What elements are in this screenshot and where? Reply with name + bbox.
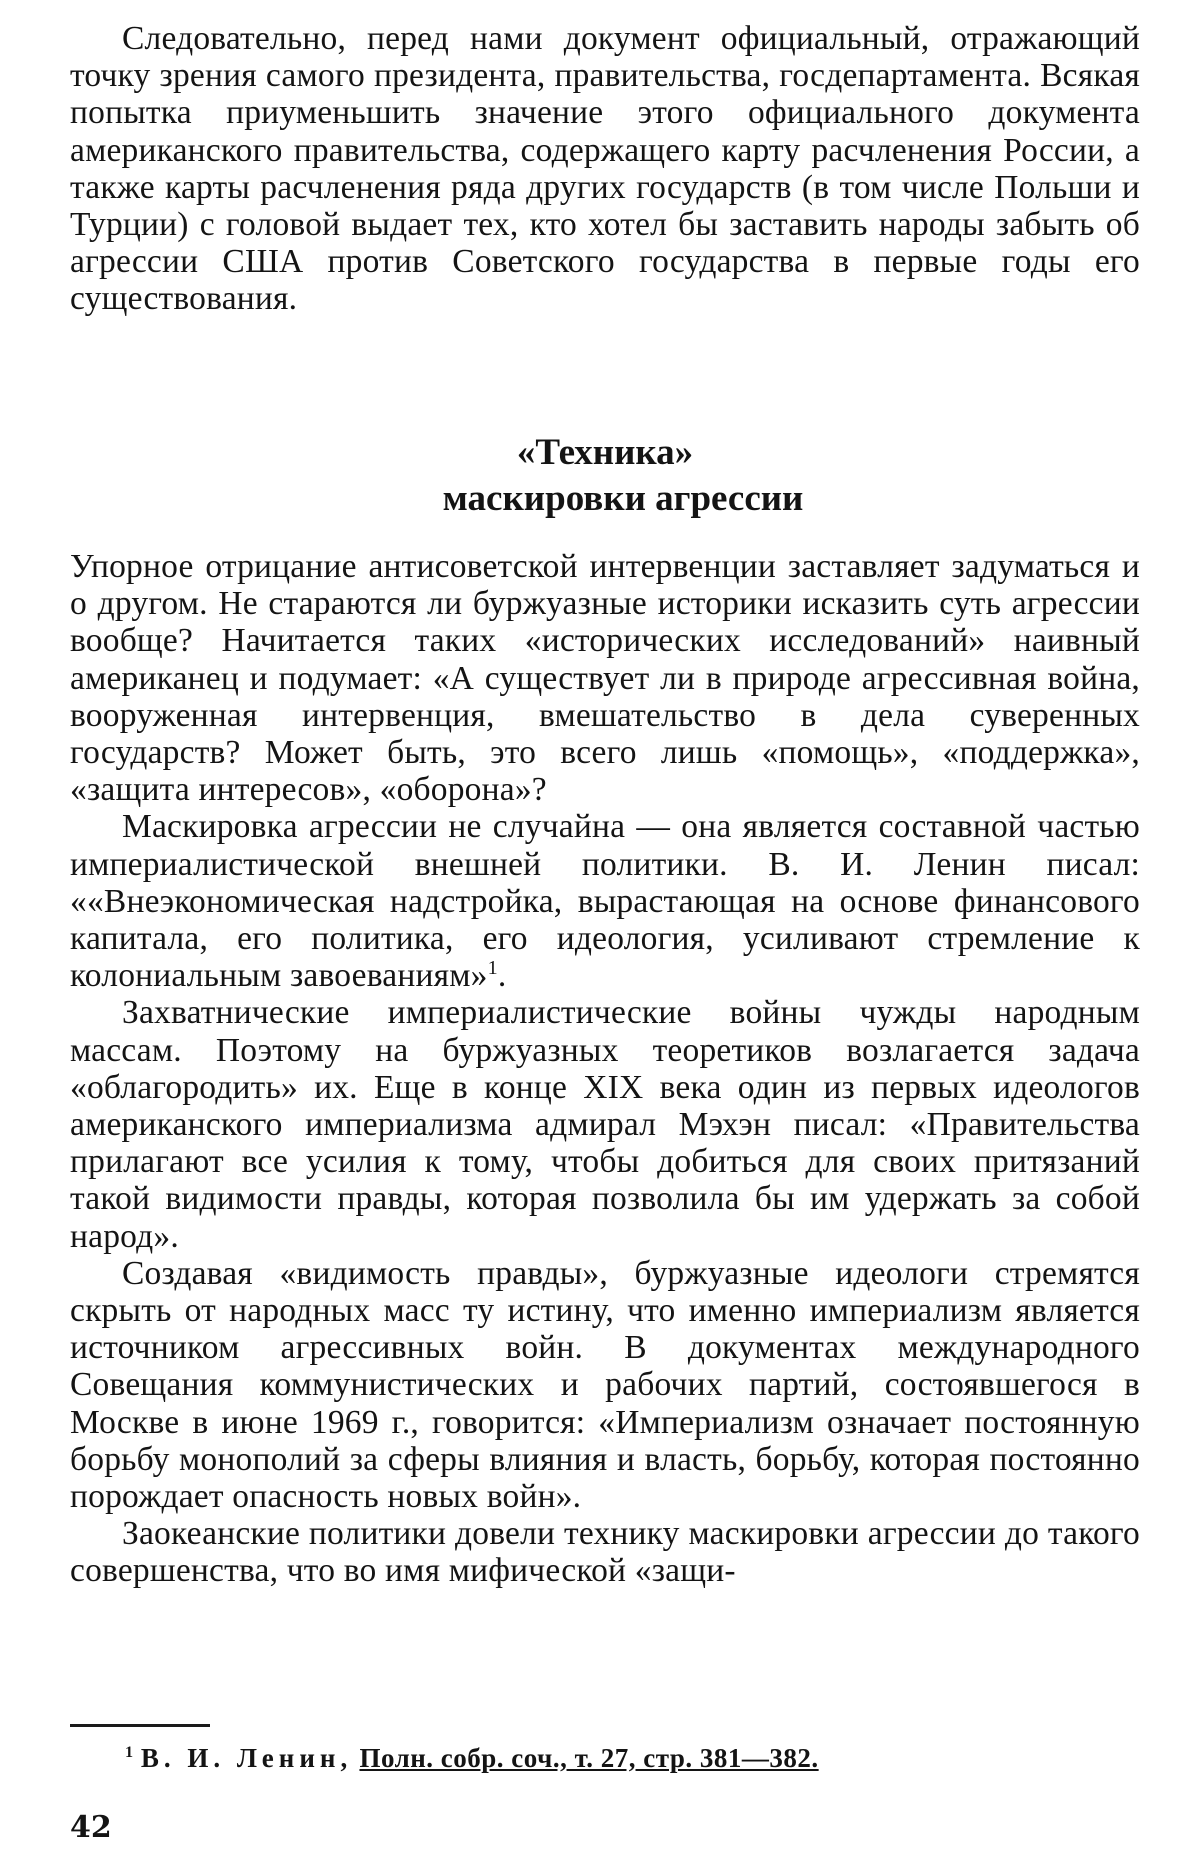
body-paragraph: Создавая «видимость правды», буржуазные идеологи стремятся скрыть от народных масс ту истину, что именно империализм является источником агрессивных войн. В документах международного Совещания коммунистических и рабочих партий, состоявшегося в Москве в июне 1969 г., говорится: «Империализм означает постоянную борьбу монополий за сферы влияния и власть, борьбу, которая постоянно порождает опасность новых войн». bbox=[70, 1254, 1140, 1516]
footnote-reference: 1 bbox=[487, 957, 498, 980]
top-paragraph-block bbox=[70, 20, 1140, 318]
main-text-block bbox=[70, 548, 1140, 1590]
section-heading-line2: маскировки агрессии bbox=[442, 478, 804, 519]
page-number: 42 bbox=[70, 1810, 112, 1845]
document-page bbox=[70, 20, 1140, 1850]
footnote-marker: 1 bbox=[125, 1743, 134, 1761]
footnote-author: В. И. Ленин, bbox=[140, 1743, 353, 1773]
body-paragraph: Захватнические империалистические войны чужды народным массам. Поэтому на буржуазных теоретиков возлагается задача «облагородить» их. Еще в конце XIX века один из первых идеологов американского империализма адмирал Мэхэн писал: «Правительства прилагают все усилия к тому, чтобы добиться для своих притязаний такой видимости правды, которая позволила бы им удержать за собой народ». bbox=[70, 994, 1140, 1255]
footnote-divider bbox=[70, 1724, 210, 1727]
paragraph-text: Маскировка агрессии не случайна — она является составной частью империалистической внешней политики. В. И. Ленин писал: ««Внеэкономическая надстройка, вырастающая на основе финансового капитала, его политика, его идеология, усиливают стремление к колониальным завоеваниям» bbox=[70, 808, 1140, 995]
body-paragraph: Заокеанские политики довели технику маскировки агрессии до такого совершенства, что во имя мифической «защи- bbox=[70, 1515, 1140, 1590]
body-paragraph: Следовательно, перед нами документ официальный, отражающий точку зрения самого президента, правительства, госдепартамента. Всякая попытка приуменьшить значение этого официального документа американского правительства, содержащего карту расчленения России, а также карты расчленения ряда других государств (в том числе Польши и Турции) с головой выдает тех, кто хотел бы заставить народы забыть об агрессии США против Советского государства в первые годы его существования. bbox=[70, 20, 1140, 318]
section-heading bbox=[70, 430, 1140, 522]
body-paragraph: Маскировка агрессии не случайна — она является составной частью империалистической внешней политики. В. И. Ленин писал: ««Внеэкономическая надстройка, вырастающая на основе финансового капитала, его политика, его идеология, усиливают стремление к колониальным завоеваниям»$^1$. bbox=[70, 808, 1140, 995]
footnote bbox=[125, 1742, 819, 1774]
footnote-source: Полн. собр. соч., т. 27, стр. 381—382. bbox=[359, 1743, 819, 1773]
section-heading-line1: «Техника» bbox=[516, 432, 694, 473]
body-paragraph: Упорное отрицание антисоветской интервенции заставляет задуматься и о другом. Не стараются ли буржуазные историки исказить суть агрессии вообще? Начитается таких «исторических исследований» наивный американец и подумает: «А существует ли в природе агрессивная война, вооруженная интервенция, вмешательство в дела суверенных государств? Может быть, это всего лишь «помощь», «поддержка», «защита интересов», «оборона»? bbox=[70, 548, 1140, 809]
